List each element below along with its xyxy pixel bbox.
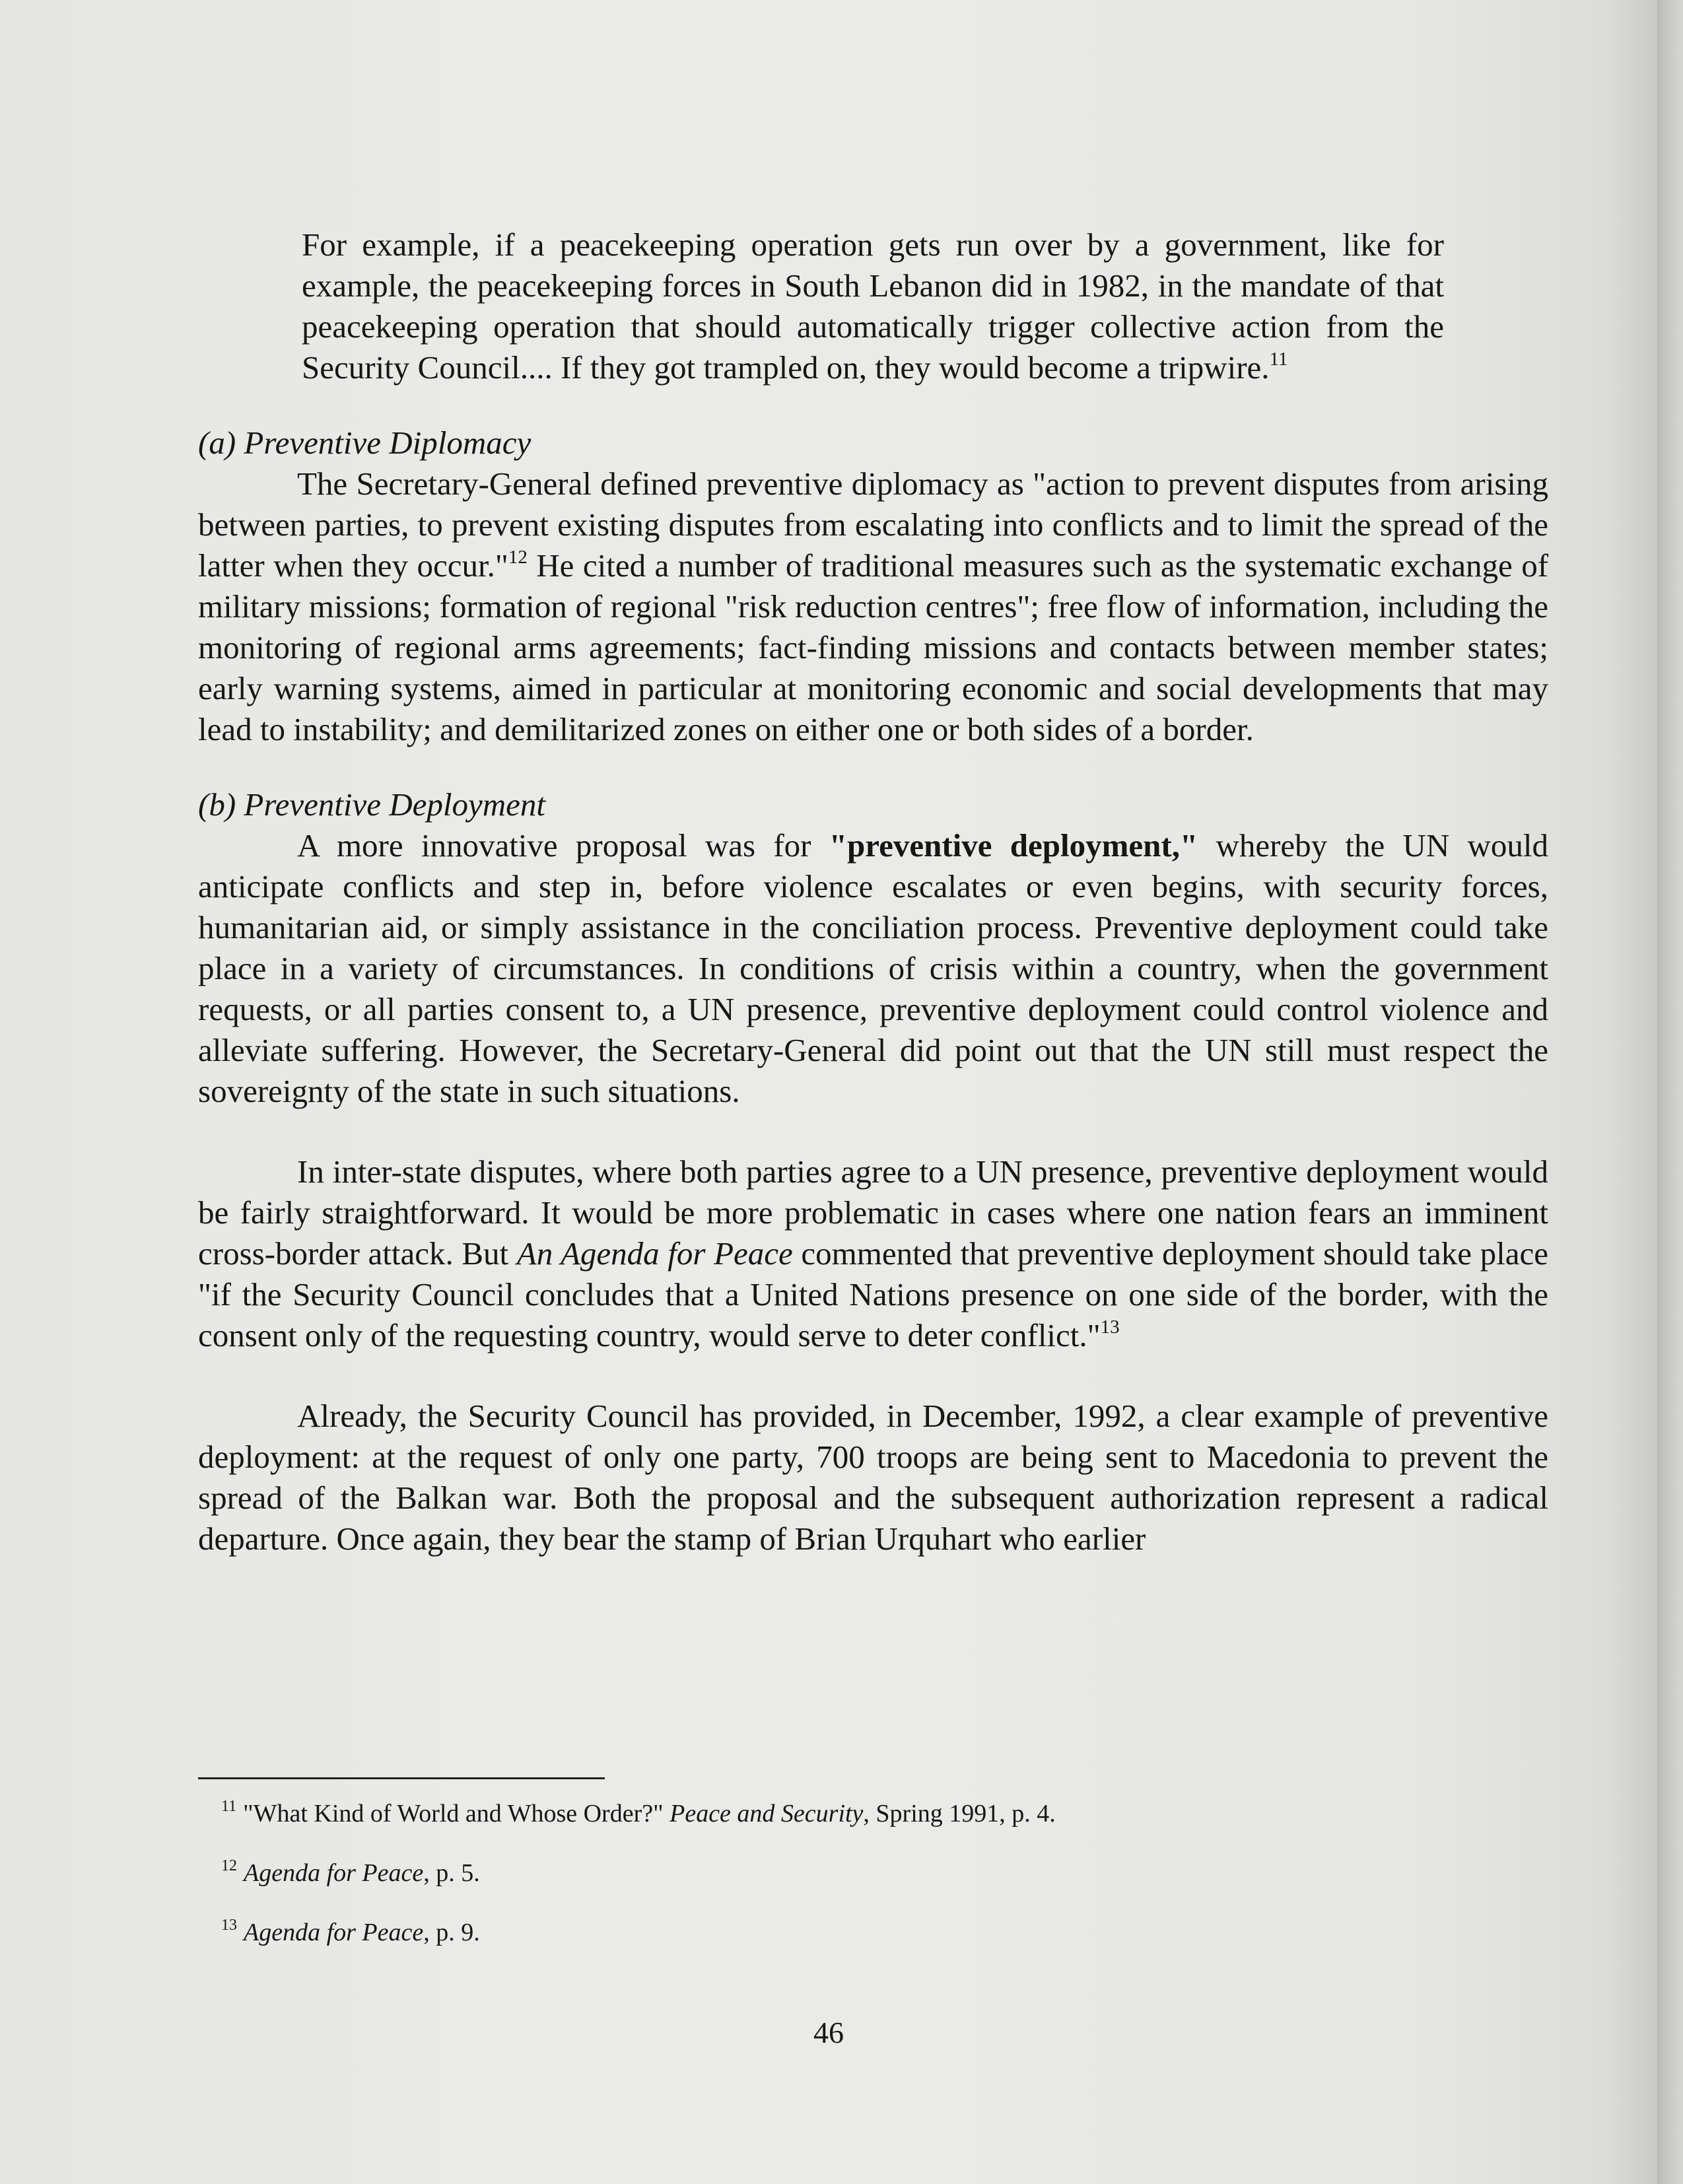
paragraph-text: He cited a number of traditional measures such as the systematic exchange of military missions; formation of regional "risk reduction centres"; free flow of information, including the monitoring of regional arms agreements; fact-finding missions and contacts between member states; early warning systems, aimed in particular at monitoring economic and social developments that may lead to instability; and demilitarized zones on either one or both sides of a border. [198,547,1549,747]
footnote-text: , p. 9. [423,1919,480,1946]
block-quote-text: For example, if a peacekeeping operation gets run over by a government, like for example, the peacekeeping forces in South Lebanon did in 1982, in the mandate of that peacekeeping operation that should automatically trigger collective action from the Security Council.... If they got trampled on, they would become a tripwire. [302,226,1444,386]
bold-term: "preventive deployment," [829,827,1198,864]
section-heading-preventive-diplomacy: (a) Preventive Diplomacy [198,425,532,461]
paragraph-text: A more innovative proposal was for [297,827,829,864]
footnote-number: 13 [221,1917,237,1934]
block-quote [302,224,1444,388]
footnote-italic-title: Agenda for Peace [244,1919,424,1946]
footnote-12 [221,1857,1476,1890]
footnote-italic-title: Peace and Security [670,1800,864,1827]
paragraph-text: whereby the UN would anticipate conflicts and step in, before violence escalates or even begins, with security forces, humanitarian aid, or simply assistance in the conciliation process. Preventive deployment could take place in a variety of circumstances. In conditions of crisis within a country, when the government requests, or all parties consent to, a UN presence, preventive deployment could control violence and alleviate suffering. However, the Secretary-General did point out that the UN still must respect the sovereignty of the state in such situations. [198,827,1549,1109]
footnote-text: , p. 5. [423,1859,480,1887]
footnote-number: 12 [221,1857,237,1874]
footnote-number: 11 [221,1798,237,1815]
paragraph-text: In inter-state disputes, where both parties agree to a UN presence, preventive deployment would be fairly straightforward. It would be more problematic in cases where one nation fears an imminent cross-border attack. But [198,1153,1548,1272]
page-edge [1657,0,1683,2184]
footnote-divider [198,1777,605,1779]
footnote-11 [221,1797,1476,1830]
section-heading-preventive-deployment: (b) Preventive Deployment [198,786,546,823]
footnote-ref-13: 13 [1100,1316,1120,1338]
footnote-13 [221,1916,1476,1949]
paragraph-preventive-deployment-1 [198,825,1548,1112]
footnote-text: "What Kind of World and Whose Order?" [243,1800,670,1827]
paragraph-preventive-deployment-2 [198,1151,1548,1356]
footnote-italic-title: Agenda for Peace [244,1859,424,1887]
paragraph-text: commented that preventive deployment should take place "if the Security Council concludes that a United Nations presence on one side of the border, with the consent only of the requesting country, would serve to deter conflict." [198,1235,1548,1353]
footnote-ref-12: 12 [508,547,528,568]
paragraph-text: The Secretary-General defined preventive diplomacy as "action to prevent disputes from arising between parties, to prevent existing disputes from escalating into conflicts and to limit the spread of the latter when they occur." [198,465,1548,584]
footnotes [221,1797,1476,1975]
page-number: 46 [813,2016,844,2049]
body-text [198,224,1548,1559]
italic-title: An Agenda for Peace [516,1235,793,1272]
paragraph-preventive-diplomacy [198,463,1548,750]
footnote-ref-11: 11 [1269,349,1288,370]
footnote-text: , Spring 1991, p. 4. [863,1800,1056,1827]
paragraph-preventive-deployment-3: Already, the Security Council has provided, in December, 1992, a clear example of preventive deployment: at the request of only one party, 700 troops are being sent to Macedonia to prevent the spread of the Balkan war. Both the proposal and the subsequent authorization represent a radical departure. Once again, they bear the stamp of Brian Urquhart who earlier [198,1398,1548,1557]
